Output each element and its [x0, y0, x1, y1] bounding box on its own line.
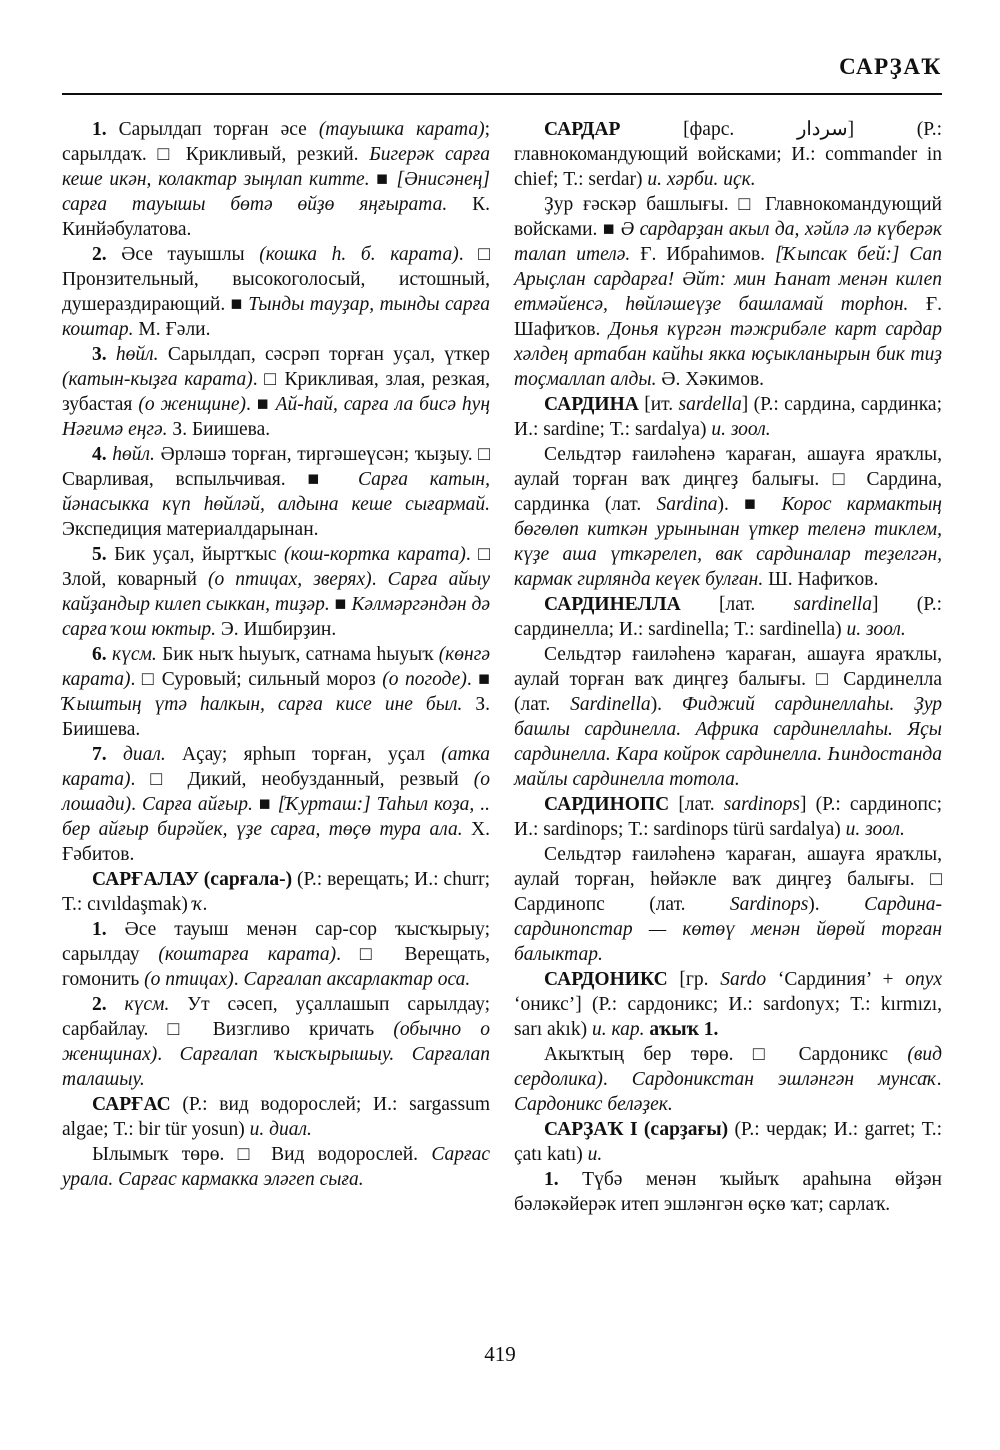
sardinella-definition: Сельдтәр ғаиләһенә ҡараған, ашауға яраҡлы, аулай торған ваҡ диңгеҙ балығы. □ Сардинелла (лат. Sardinella). Фиджий сардинеллаһы. Ҙур башлы сардинелла. Африка сардинеллаһы. Яҫы сардинелла. Кара койрок сардинелла. Һиндостанда майлы сардинелла тотола.: [514, 644, 942, 790]
sardina-headword: САРДИНА [ит. sardella] (Р.: сардина, сардинка; И.: sardine; Т.: sardalya) и. зоол.: [514, 394, 942, 440]
sardina-definition: Сельдтәр ғаиләһенә ҡараған, ашауға яраҡлы, аулай торған ваҡ диңгеҙ балығы. □ Сардина, сардинка (лат. Sardina). ■ Корос кармактың бөгөлөп киткән урынынан үткер теленә тиклем, күҙе аша үткәрелеп, вак сардиналар теҙелгән, кармак гирлянда кеүек булған. Ш. Нафиҡов.: [514, 444, 942, 590]
text-columns: [62, 117, 942, 1217]
sarga-sense-2: 2. Әсе тауышлы (кошка һ. б. карата). □ Пронзительный, высокоголосый, истошный, душераздирающий. ■ Тынды тауҙар, тынды сарға коштар. М. Ғәли.: [62, 244, 490, 340]
sargalau-headword: САРҒАЛАУ (сарғала-) (Р.: верещать; И.: churr; Т.: cıvıldaşmak) ҡ.: [62, 869, 490, 915]
sardinops-headword: САРДИНОПС [лат. sardinops] (Р.: сардинопс; И.: sardinops; Т.: sardinops türü sardalya) и. зоол.: [514, 794, 942, 840]
sargas-headword: САРҒАС (Р.: вид водорослей; И.: sargassum algae; Т.: bir tür yosun) и. диал.: [62, 1094, 490, 1140]
sarga-sense-3: 3. һөйл. Сарылдап, сәсрәп торған уҫал, үткер (катын-кыҙға карата). □ Крикливая, злая, резкая, зубастая (о женщине). ■ Ай-һай, сарға ла бисә һуң Нәғимә еңгә. З. Биишева.: [62, 344, 491, 440]
sardinops-definition: Сельдтәр ғаиләһенә ҡараған, ашауға яраҡлы, аулай торған, һөйәкле ваҡ диңгеҙ балығы. □ Сардинопс (лат. Sardinops). Сардина-сардинопстар — көтөү менән йөрөй торған балыктар.: [514, 844, 942, 965]
sargalau-sense-1: 1. Әсе тауыш менән сар-сор ҡысҡырыу; сарылдау (коштарға карата). □ Верещать, гомонить (о птицах). Сарғалап аксарлактар оса.: [62, 919, 490, 990]
sarga-sense-4: 4. һөйл. Әрләшә торған, тиргәшеүсән; ҡыҙыу. □ Сварливая, вспыльчивая. ■ Сарға катын, йәнасыкка күп һөйләй, алдына кеше сығармай. Экспедиция материалдарынан.: [62, 444, 490, 540]
right-column: [514, 117, 942, 1217]
sarzak-sense-1: 1. Түбә менән ҡыйыҡ араһына өйҙән бәләкәйерәк итеп эшләнгән өҫкө ҡат; сарлаҡ.: [514, 1169, 942, 1215]
sarzak-headword: САРҘАҠ I (сарҙағы) (Р.: чердак; И.: garret; Т.: çatı katı) и.: [514, 1119, 942, 1165]
sardar-headword: САРДАР [фарс. سردار] (Р.: главнокомандующий войсками; И.: commander in chief; Т.: serdar) и. хәрби. иҫк.: [514, 119, 942, 190]
page-number: 419: [484, 1342, 516, 1366]
sargalau-sense-2: 2. күсм. Ут сәсеп, уҫаллашып сарылдау; сарбайлау. □ Визгливо кричать (обычно о женщинах). Сарғалап ҡысҡырышыу. Сарғалап талашыу.: [62, 994, 491, 1090]
sardonyx-definition: Акыҡтың бер төрө. □ Сардоникс (вид сердолика). Сардоникстан эшләнгән мунсаҡ. Сардоникс беләҙек.: [514, 1044, 942, 1115]
left-column: [62, 117, 490, 1217]
sardinella-headword: САРДИНЕЛЛА [лат. sardinella] (Р.: сардинелла; И.: sardinella; Т.: sardinella) и. зоол.: [514, 594, 942, 640]
sargas-definition: Ылымыҡ төрө. □ Вид водорослей. Сарғас урала. Сарғас кармакка эләгеп сыға.: [62, 1144, 490, 1190]
sarga-sense-1: 1. Сарылдап торған әсе (тауышка карата); сарылдаҡ. □ Крикливый, резкий. Бигерәк сарға кеше икән, колактар зыңлап китте. ■ [Әнисәнең] сарға тауышы бөтә өйҙө яңғырата. К. Кинйәбулатова.: [62, 119, 491, 240]
running-head: САРҘАҠ: [839, 54, 942, 79]
sarga-sense-6: 6. күсм. Бик ныҡ һыуыҡ, сатнама һыуыҡ (көнгә карата). □ Суровый; сильный мороз (о погоде). ■ Ҡыштың үтә һалкын, сарға кисе ине был. З. Биишева.: [62, 644, 490, 740]
sardonyx-headword: САРДОНИКС [гр. Sardo ‘Сардиния’ + onyx ‘оникс’] (Р.: сардоникс; И.: sardonyx; Т.: kırmızı, sarı akık) и. кар. аҡыҡ 1.: [514, 969, 942, 1040]
sarga-sense-5: 5. Бик уҫал, йыртҡыс (кош-кортка карата). □ Злой, коварный (о птицах, зверях). Сарға айыу кайҙандыр килеп сыккан, тиҙәр. ■ Кәлмәргәндән дә сарға ҡош юктыр. Э. Ишбирҙин.: [62, 544, 491, 640]
header-rule: [62, 93, 942, 95]
page-content: [62, 54, 942, 1217]
sardar-definition: Ҙур ғәскәр башлығы. □ Главнокомандующий войсками. ■ Ә сардарҙан акыл да, хәйлә лә күберәк талап ителә. Ғ. Ибраһимов. [Ҡыпсак бей:] Сап Арыҫлан сардарға! Әйт: мин Һанат менән килеп етмәйенсә, һөйләшеүҙе башламай торһон. Ғ. Шафиҡов. Донья күргән тәжрибәле карт сардар хәлдең артабан кайһы якка юҫыкланырын бик тиҙ тоҫмаллап алды. Ә. Хәкимов.: [514, 194, 943, 390]
sarga-sense-7: 7. диал. Аҫау; ярһып торған, уҫал (атка карата). □ Дикий, необузданный, резвый (о лошади). Сарға айғыр. ■ [Ҡурташ:] Таһыл коҙа, .. бер айғыр бирәйек, үҙе сарға, төҫө тура ала. Х. Ғәбитов.: [62, 744, 491, 865]
